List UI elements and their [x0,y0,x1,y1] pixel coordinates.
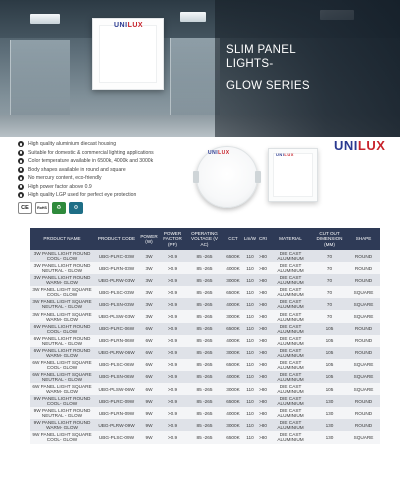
table-cell: DIE CAST ALUMINIUM [269,407,312,419]
ip-rating-icon: ⚙ [69,202,83,214]
table-cell: 130 [312,407,347,419]
table-cell: ROUND [347,395,380,407]
table-cell: DIE CAST ALUMINIUM [269,298,312,310]
table-cell: 110 [243,347,257,359]
column-header: OPERATING VOLTAGE (V AC) [186,228,223,250]
table-cell: 85 -265 [186,262,223,274]
table-cell: 130 [312,419,347,431]
table-cell: 3000K [223,310,243,322]
table-cell: 6500K [223,431,243,443]
table-cell: 3W [139,310,159,322]
product-name-cell: 3W PANEL LIGHT SQUARE NEUTRAL - GLOW [30,298,94,310]
table-cell: 70 [312,286,347,298]
table-cell: >80 [257,250,269,262]
table-cell: DIE CAST ALUMINIUM [269,310,312,322]
table-cell: UBG-PLRC-06W [94,323,139,335]
product-name-cell: 3W PANEL LIGHT SQUARE WARM- GLOW [30,310,94,322]
table-cell: >80 [257,274,269,286]
table-row [30,347,380,359]
table-cell: >80 [257,335,269,347]
table-cell: >80 [257,371,269,383]
table-cell: ROUND [347,419,380,431]
table-row [30,335,380,347]
table-cell: 4000K [223,371,243,383]
table-cell: 110 [243,323,257,335]
table-cell: DIE CAST ALUMINIUM [269,359,312,371]
table-cell: 6W [139,335,159,347]
table-cell: UBG-PLSN-03W [94,298,139,310]
table-cell: 6W [139,383,159,395]
table-cell: >0.9 [159,395,186,407]
feature-item: Color temperature available in 6500k, 4000k and 3000k [18,157,218,166]
table-row [30,310,380,322]
bullet-icon [18,158,24,164]
table-body [30,250,380,444]
table-cell: 6500K [223,395,243,407]
table-cell: DIE CAST ALUMINIUM [269,286,312,298]
table-cell: UBG-PLSC-06W [94,359,139,371]
table-cell: 6500K [223,359,243,371]
table-cell: 6W [139,359,159,371]
table-cell: 6500K [223,286,243,298]
table-cell: >80 [257,286,269,298]
feature-item: Suitable for domestic & commercial lighting applications [18,149,218,158]
table-cell: 110 [243,310,257,322]
table-cell: DIE CAST ALUMINIUM [269,371,312,383]
feature-item: High power factor above 0.9 [18,183,218,192]
table-cell: 130 [312,395,347,407]
table-cell: 9W [139,419,159,431]
table-cell: SQUARE [347,286,380,298]
table-cell: >80 [257,359,269,371]
ceiling-lamp [180,12,206,22]
table-row [30,407,380,419]
table-header-row [30,228,380,250]
product-name-cell: 3W PANEL LIGHT ROUND WARM- GLOW [30,274,94,286]
table-cell: 85 -265 [186,250,223,262]
table-cell: 4000K [223,335,243,347]
product-name-cell: 6W PANEL LIGHT SQUARE NEUTRAL - GLOW [30,371,94,383]
table-cell: SQUARE [347,371,380,383]
table-cell: 110 [243,286,257,298]
table-cell: 85 -265 [186,323,223,335]
table-cell: 6W [139,347,159,359]
table-cell: >0.9 [159,371,186,383]
table-cell: >0.9 [159,323,186,335]
table-cell: 3W [139,262,159,274]
table-cell: 110 [243,371,257,383]
ceiling-lamp [30,14,60,24]
table-cell: 6W [139,323,159,335]
table-cell: UBG-PLRC-09W [94,395,139,407]
table-cell: >0.9 [159,310,186,322]
product-name-cell: 6W PANEL LIGHT ROUND WARM- GLOW [30,347,94,359]
table-cell: 105 [312,359,347,371]
table-cell: 110 [243,431,257,443]
table-cell: 110 [243,262,257,274]
table-row [30,431,380,443]
table-cell: >0.9 [159,286,186,298]
table-cell: 85 -265 [186,431,223,443]
table-cell: 3000K [223,347,243,359]
table-cell: ROUND [347,407,380,419]
table-cell: 9W [139,395,159,407]
table-cell: ROUND [347,262,380,274]
feature-item: Body shapes available in round and square [18,166,218,175]
table-cell: 85 -265 [186,310,223,322]
column-header: PRODUCT NAME [30,228,94,250]
product-name-cell: 3W PANEL LIGHT SQUARE COOL- GLOW [30,286,94,298]
table-cell: >80 [257,419,269,431]
glass-partition [170,38,220,115]
table-cell: SQUARE [347,310,380,322]
table-cell: UBG-PLRN-06W [94,335,139,347]
table-cell: UBG-PLSW-03W [94,310,139,322]
table-row [30,323,380,335]
table-cell: 105 [312,347,347,359]
table-cell: UBG-PLSW-06W [94,383,139,395]
table-cell: 3W [139,274,159,286]
product-name-cell: 3W PANEL LIGHT ROUND NEUTRAL - GLOW [30,262,94,274]
table-cell: DIE CAST ALUMINIUM [269,274,312,286]
table-cell: >0.9 [159,335,186,347]
column-header: SHAPE [347,228,380,250]
hero-title-line-2: LIGHTS- [226,58,274,70]
table-cell: 85 -265 [186,335,223,347]
bullet-icon [18,150,24,156]
table-cell: 6W [139,371,159,383]
table-cell: 85 -265 [186,359,223,371]
column-header: CCT [223,228,243,250]
table-cell: >80 [257,323,269,335]
table-cell: 6500K [223,323,243,335]
table-row [30,383,380,395]
table-cell: >80 [257,383,269,395]
table-cell: 85 -265 [186,419,223,431]
column-header: CRI [257,228,269,250]
table-cell: UBG-PLRN-09W [94,407,139,419]
table-cell: 85 -265 [186,274,223,286]
glass-partition [10,40,70,115]
table-cell: 6500K [223,250,243,262]
table-cell: >0.9 [159,407,186,419]
table-cell: 3000K [223,383,243,395]
column-header: POWER (W) [139,228,159,250]
table-cell: 70 [312,262,347,274]
hero-banner [0,0,400,137]
table-cell: SQUARE [347,359,380,371]
table-cell: 85 -265 [186,383,223,395]
bullet-icon [18,167,24,173]
table-cell: ROUND [347,323,380,335]
table-cell: 70 [312,274,347,286]
table-cell: 3W [139,250,159,262]
table-cell: DIE CAST ALUMINIUM [269,262,312,274]
table-cell: 105 [312,335,347,347]
table-cell: 110 [243,250,257,262]
bullet-icon [18,175,24,181]
table-cell: 110 [243,298,257,310]
table-cell: 130 [312,431,347,443]
product-name-cell: 3W PANEL LIGHT ROUND COOL- GLOW [30,250,94,262]
table-cell: 4000K [223,407,243,419]
table-cell: DIE CAST ALUMINIUM [269,395,312,407]
table-cell: 85 -265 [186,347,223,359]
table-cell: DIE CAST ALUMINIUM [269,323,312,335]
column-header: MATERIAL [269,228,312,250]
table-cell: DIE CAST ALUMINIUM [269,335,312,347]
table-cell: DIE CAST ALUMINIUM [269,347,312,359]
hero-title-line-1: SLIM PANEL [226,44,296,56]
table-cell: 85 -265 [186,298,223,310]
table-cell: 85 -265 [186,371,223,383]
table-cell: >80 [257,298,269,310]
table-cell: >0.9 [159,359,186,371]
table-row [30,250,380,262]
table-cell: DIE CAST ALUMINIUM [269,250,312,262]
bullet-icon [18,184,24,190]
hero-title-line-3: GLOW SERIES [226,80,310,92]
bullet-icon [18,192,24,198]
table-cell: >0.9 [159,419,186,431]
table-cell: >0.9 [159,431,186,443]
table-cell: 105 [312,383,347,395]
table-cell: DIE CAST ALUMINIUM [269,383,312,395]
table-cell: 9W [139,431,159,443]
table-cell: UBG-PLRC-03W [94,250,139,262]
table-cell: DIE CAST ALUMINIUM [269,431,312,443]
table-cell: SQUARE [347,383,380,395]
feature-item: High quality aluminium diecast housing [18,140,218,149]
certification-icons [18,202,83,214]
column-header: POWER FACTOR (PF) [159,228,186,250]
column-header: PRODUCT CODE [94,228,139,250]
feature-item: High quality LGP used for perfect eye protection [18,191,218,200]
unilux-logo-tiny: UNILUX [276,152,294,157]
table-cell: 105 [312,323,347,335]
table-cell: 9W [139,407,159,419]
table-row [30,262,380,274]
column-header: Lm/W [243,228,257,250]
specification-table [30,228,380,444]
table-row [30,359,380,371]
table-cell: >80 [257,395,269,407]
table-cell: 85 -265 [186,407,223,419]
table-cell: 110 [243,383,257,395]
table-cell: UBG-PLRW-06W [94,347,139,359]
table-cell: UBG-PLSC-03W [94,286,139,298]
table-cell: >80 [257,347,269,359]
table-cell: >0.9 [159,383,186,395]
unilux-logo: UNILUX [114,22,144,29]
table-cell: 4000K [223,262,243,274]
table-cell: 3W [139,286,159,298]
product-name-cell: 6W PANEL LIGHT SQUARE COOL- GLOW [30,359,94,371]
product-name-cell: 9W PANEL LIGHT ROUND NEUTRAL - GLOW [30,407,94,419]
table-cell: UBG-PLRN-03W [94,262,139,274]
unilux-logo-small: UNILUX [208,150,230,156]
feature-item: No mercury content, eco-friendly [18,174,218,183]
eco-leaf-icon: ♻ [52,202,66,214]
table-cell: SQUARE [347,298,380,310]
table-cell: ROUND [347,335,380,347]
table-cell: >0.9 [159,298,186,310]
table-row [30,274,380,286]
table-cell: >80 [257,407,269,419]
table-row [30,286,380,298]
table-cell: 85 -265 [186,286,223,298]
table-cell: DIE CAST ALUMINIUM [269,419,312,431]
table-cell: 105 [312,371,347,383]
table-cell: >80 [257,310,269,322]
table-cell: UBG-PLSN-06W [94,371,139,383]
table-cell: 110 [243,335,257,347]
unilux-brand-logo: UNILUX [334,138,386,153]
table-cell: >0.9 [159,250,186,262]
product-name-cell: 6W PANEL LIGHT SQUARE WARM- GLOW [30,383,94,395]
feature-list [18,140,218,200]
table-cell: >0.9 [159,347,186,359]
table-cell: UBG-PLRW-03W [94,274,139,286]
table-row [30,298,380,310]
table-cell: >80 [257,431,269,443]
table-cell: 110 [243,359,257,371]
table-cell: UBG-PLSC-09W [94,431,139,443]
table-cell: 85 -265 [186,395,223,407]
table-row [30,419,380,431]
table-cell: 110 [243,419,257,431]
table-cell: SQUARE [347,431,380,443]
table-cell: 70 [312,250,347,262]
table-cell: 3000K [223,274,243,286]
table-cell: >80 [257,262,269,274]
table-cell: ROUND [347,274,380,286]
product-name-cell: 9W PANEL LIGHT SQUARE COOL- GLOW [30,431,94,443]
table-cell: ROUND [347,347,380,359]
table-cell: 70 [312,310,347,322]
table-cell: 4000K [223,298,243,310]
table-cell: UBG-PLRW-09W [94,419,139,431]
table-cell: 110 [243,407,257,419]
table-cell: 110 [243,274,257,286]
table-cell: >0.9 [159,262,186,274]
product-name-cell: 9W PANEL LIGHT ROUND WARM- GLOW [30,419,94,431]
table-cell: >0.9 [159,274,186,286]
rohs-icon: RoHS [35,202,49,214]
product-name-cell: 9W PANEL LIGHT ROUND COOL- GLOW [30,395,94,407]
table-cell: 3000K [223,419,243,431]
table-cell: 110 [243,395,257,407]
product-name-cell: 6W PANEL LIGHT ROUND NEUTRAL - GLOW [30,335,94,347]
bullet-icon [18,141,24,147]
table-row [30,395,380,407]
ce-mark-icon: CE [18,202,32,214]
table-cell: 3W [139,298,159,310]
table-cell: 70 [312,298,347,310]
table-row [30,371,380,383]
table-cell: ROUND [347,250,380,262]
column-header: CUT OUT DIMENSION (MM) [312,228,347,250]
product-name-cell: 6W PANEL LIGHT ROUND COOL- GLOW [30,323,94,335]
